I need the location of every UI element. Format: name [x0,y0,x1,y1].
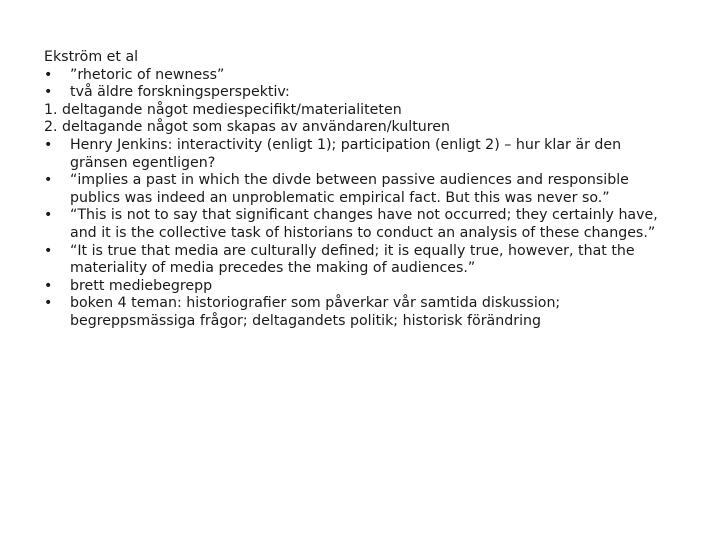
bullet-icon [44,278,70,296]
bullet-icon [44,243,70,261]
bullet-icon [44,67,70,85]
list-item [44,278,674,296]
list-item [44,172,674,207]
quote-text: “This is not to say that significant changes have not occurred; they certainly have, and it is the collective task of historians to conduct an analysis of these changes.” [70,207,658,241]
numbered-line: 2. deltagande något som skapas av användaren/kulturen [44,119,451,136]
list-item-text: Henry Jenkins: interactivity (enligt 1); participation (enligt 2) – hur klar är den gränsen egentligen? [70,136,622,171]
list-item [44,84,674,102]
list-item [44,67,674,85]
quote-text: “implies a past in which the divde between passive audiences and responsible publics was indeed an unproblematic empirical fact. But this was never so.” [70,172,629,206]
list-item-text: boken 4 teman: historiografier som påverkar vår samtida diskussion; begreppsmässiga frågor; deltagandets politik; historisk förändring [70,295,561,329]
list-item [44,243,674,278]
bullet-icon [44,207,70,225]
bullet-icon [44,137,70,155]
numbered-line: 1. deltagande något mediespecifikt/materialiteten [44,101,402,118]
list-item [44,137,674,172]
bullet-icon [44,295,70,313]
list-item [44,207,674,242]
list-item-text: två äldre forskningsperspektiv: [70,84,290,101]
bullet-icon [44,172,70,190]
bullet-icon [44,84,70,102]
slide-body [44,49,674,331]
list-item [44,295,674,330]
quote-text: “It is true that media are culturally defined; it is equally true, however, that the materiality of media precedes the making of audiences.” [70,242,635,277]
list-item-text: ”rhetoric of newness” [70,66,225,83]
list-item-text: brett mediebegrepp [70,277,213,294]
slide-heading: Ekström et al [44,49,139,65]
